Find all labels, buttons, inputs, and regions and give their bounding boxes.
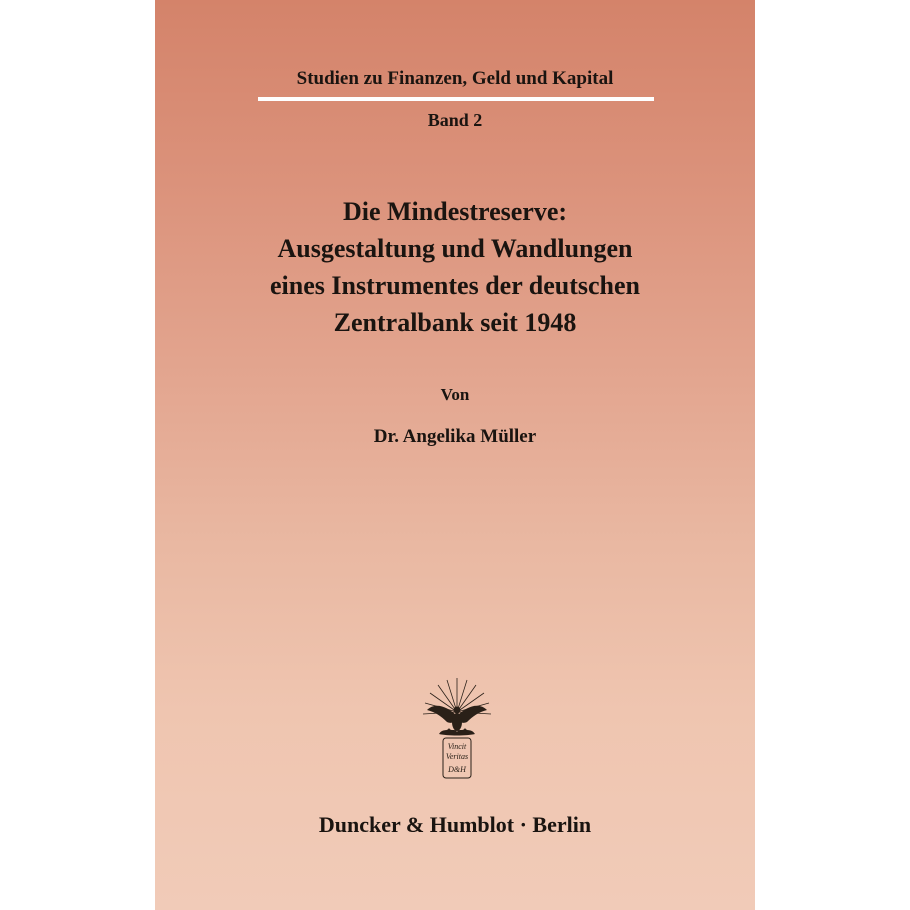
phoenix-emblem-icon bbox=[417, 672, 497, 782]
author-name: Dr. Angelika Müller bbox=[373, 426, 537, 447]
series-divider bbox=[258, 97, 654, 101]
title-line: Die Mindestreserve: bbox=[342, 197, 568, 226]
book-title bbox=[155, 193, 755, 341]
title-line: Ausgestaltung und Wandlungen bbox=[277, 234, 633, 263]
by-label: Von bbox=[440, 385, 470, 404]
series-title: Studien zu Finanzen, Geld und Kapital bbox=[296, 68, 614, 89]
motto-line-1: Vincit bbox=[447, 742, 467, 751]
publisher-monogram: D&H bbox=[448, 765, 466, 774]
title-line: eines Instrumentes der deutschen bbox=[269, 271, 641, 300]
motto-line-2: Veritas bbox=[445, 752, 469, 761]
publisher-imprint: Duncker & Humblot · Berlin bbox=[318, 812, 592, 837]
volume-number: Band 2 bbox=[427, 110, 483, 130]
title-line: Zentralbank seit 1948 bbox=[333, 308, 577, 337]
book-cover bbox=[155, 0, 755, 910]
